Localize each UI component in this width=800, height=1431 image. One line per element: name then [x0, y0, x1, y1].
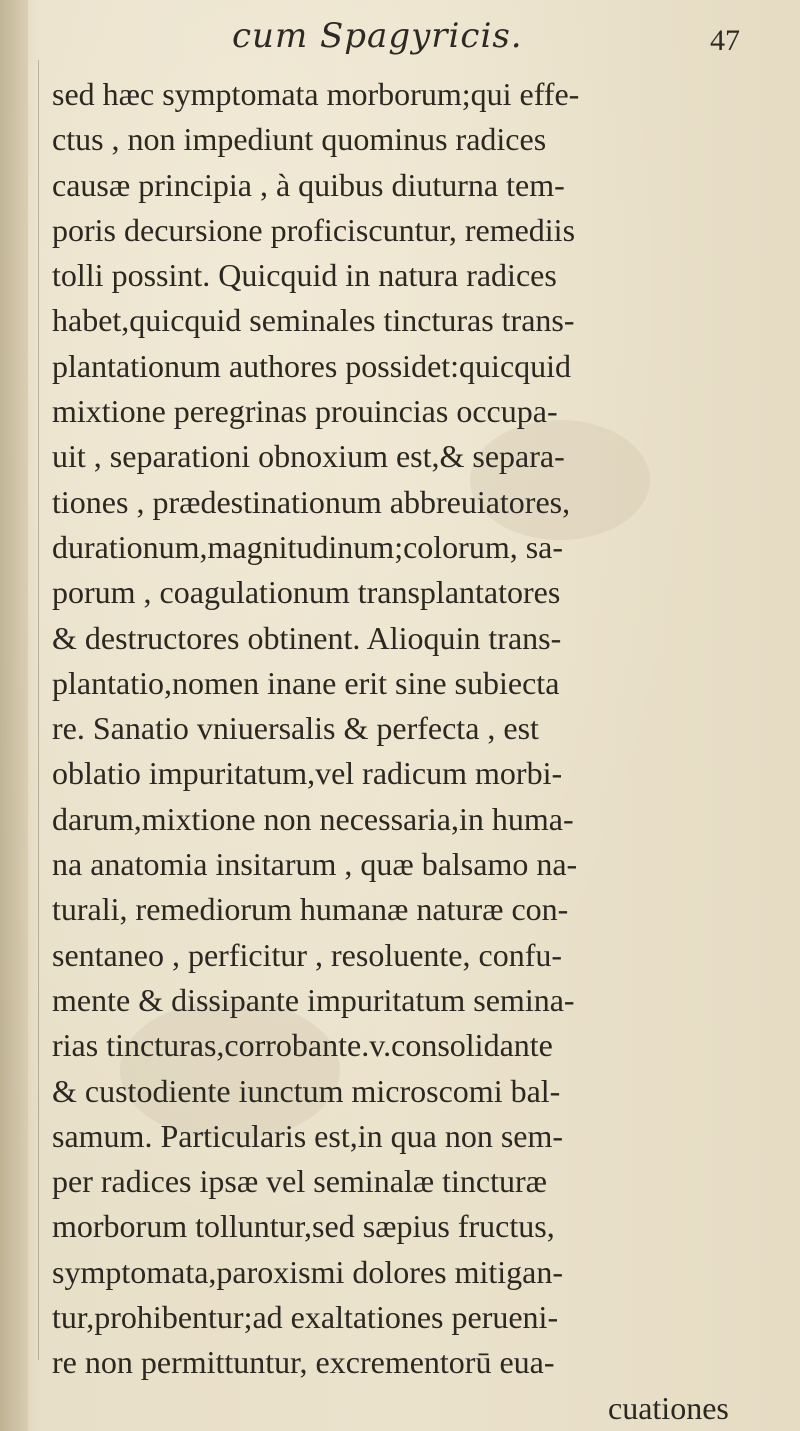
- text-line: causæ principia , à quibus diuturna tem-: [52, 166, 565, 203]
- text-line: rias tincturas,corrobante.v.consolidante: [52, 1027, 553, 1064]
- text-line: darum,mixtione non necessaria,in huma-: [52, 800, 574, 837]
- text-line: & destructores obtinent. Alioquin trans-: [52, 619, 562, 656]
- text-line: per radices ipsæ vel seminalæ tincturæ: [52, 1163, 547, 1200]
- text-line: tur,prohibentur;ad exaltationes perueni-: [52, 1299, 559, 1336]
- text-line: ctus , non impediunt quominus radices: [52, 121, 547, 158]
- text-line: turali, remediorum humanæ naturæ con-: [52, 891, 569, 928]
- text-line: sentaneo , perficitur , resoluente, confu-: [52, 936, 563, 973]
- text-line: poris decursione proficiscuntur, remediis: [52, 211, 576, 248]
- text-line: porum , coagulationum transplantatores: [52, 574, 561, 611]
- text-line: na anatomia insitarum , quæ balsamo na-: [52, 846, 578, 883]
- text-line: mente & dissipante impuritatum semina-: [52, 981, 575, 1018]
- text-line: symptomata,paroxismi dolores mitigan-: [52, 1253, 564, 1290]
- text-line: durationum,magnitudinum;colorum, sa-: [52, 528, 564, 565]
- text-line: samum. Particularis est,in qua non sem-: [52, 1117, 564, 1154]
- page-gutter: [0, 0, 28, 1431]
- text-line: habet,quicquid seminales tincturas trans-: [52, 302, 575, 339]
- text-line: re. Sanatio vniuersalis & perfecta , est: [52, 710, 539, 747]
- text-line: re non permittuntur, excrementorū eua-: [52, 1344, 555, 1381]
- text-line: tolli possint. Quicquid in natura radices: [52, 257, 557, 294]
- margin-crease: [38, 60, 39, 1360]
- text-line: oblatio impuritatum,vel radicum morbi-: [52, 755, 563, 792]
- main-text-block: [52, 72, 782, 1431]
- text-line: morborum tolluntur,sed sæpius fructus,: [52, 1208, 555, 1245]
- text-line: plantationum authores possidet:quicquid: [52, 347, 572, 384]
- text-line: mixtione peregrinas prouincias occupa-: [52, 393, 558, 430]
- text-line: uit , separationi obnoxium est,& separa-: [52, 438, 565, 475]
- catchword: cuationes: [608, 1389, 729, 1426]
- page-header: [0, 8, 800, 68]
- page-number: 47: [710, 24, 740, 57]
- running-head: cum Spagyricis.: [232, 16, 523, 56]
- text-line: sed hæc symptomata morborum;qui effe-: [52, 76, 580, 112]
- text-line: tiones , prædestinationum abbreuiatores,: [52, 483, 571, 520]
- text-line: plantatio,nomen inane erit sine subiecta: [52, 664, 560, 701]
- text-line: & custodiente iunctum microscomi bal-: [52, 1072, 561, 1109]
